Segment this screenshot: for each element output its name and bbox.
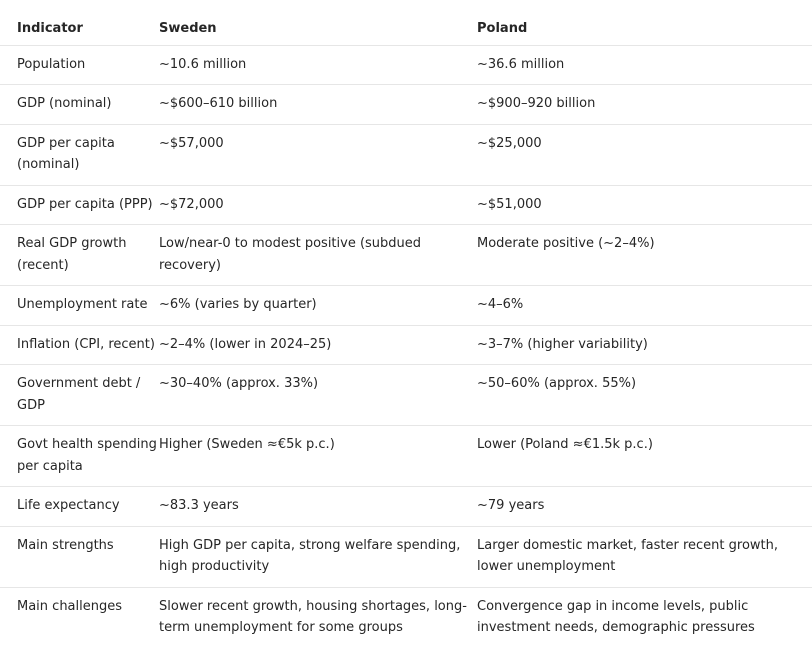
sweden-cell: ~$57,000 [159, 124, 477, 185]
table-row [0, 426, 812, 487]
sweden-cell: Low/near-0 to modest positive (subdued recovery) [159, 225, 477, 286]
poland-cell: ~50–60% (approx. 55%) [477, 365, 812, 426]
table-body [0, 45, 812, 648]
indicator-cell: GDP (nominal) [0, 85, 159, 125]
sweden-cell: ~83.3 years [159, 487, 477, 527]
sweden-cell: ~$72,000 [159, 185, 477, 225]
poland-cell: ~$900–920 billion [477, 85, 812, 125]
table-row [0, 185, 812, 225]
table-row [0, 526, 812, 587]
poland-cell: ~79 years [477, 487, 812, 527]
indicator-cell: Government debt / GDP [0, 365, 159, 426]
indicator-cell: Inflation (CPI, recent) [0, 325, 159, 365]
sweden-cell: High GDP per capita, strong welfare spending, high productivity [159, 526, 477, 587]
sweden-cell: Higher (Sweden ≈€5k p.c.) [159, 426, 477, 487]
sweden-cell: Slower recent growth, housing shortages, long-term unemployment for some groups [159, 598, 467, 635]
poland-cell: Convergence gap in income levels, public investment needs, demographic pressures [477, 598, 755, 635]
table-row [0, 85, 812, 125]
header-indicator: Indicator [0, 0, 159, 45]
indicator-cell: Real GDP growth (recent) [0, 225, 159, 286]
poland-cell: ~3–7% (higher variability) [477, 325, 812, 365]
poland-cell: ~$51,000 [477, 185, 812, 225]
sweden-cell: ~6% (varies by quarter) [159, 286, 477, 326]
poland-cell: Lower (Poland ≈€1.5k p.c.) [477, 426, 812, 487]
table-row [0, 286, 812, 326]
table-row [0, 587, 812, 648]
table-row [0, 45, 812, 85]
indicator-cell: GDP per capita (nominal) [0, 124, 159, 185]
sweden-cell: ~$600–610 billion [159, 85, 477, 125]
table-row [0, 325, 812, 365]
header-sweden: Sweden [159, 0, 477, 45]
table-row [0, 124, 812, 185]
poland-cell: ~$25,000 [477, 124, 812, 185]
indicator-cell: Population [0, 45, 159, 85]
header-poland: Poland [477, 0, 812, 45]
table-header [0, 0, 812, 45]
poland-cell: Moderate positive (~2–4%) [477, 225, 812, 286]
indicator-cell: Main strengths [0, 526, 159, 587]
indicator-cell: Govt health spending per capita [0, 426, 159, 487]
sweden-cell: ~2–4% (lower in 2024–25) [159, 325, 477, 365]
sweden-cell: ~10.6 million [159, 45, 477, 85]
sweden-cell: ~30–40% (approx. 33%) [159, 365, 477, 426]
table-row [0, 365, 812, 426]
poland-cell: ~4–6% [477, 286, 812, 326]
poland-cell: Larger domestic market, faster recent growth, lower unemployment [477, 526, 812, 587]
indicator-cell: Life expectancy [0, 487, 159, 527]
poland-cell: ~36.6 million [477, 45, 812, 85]
indicator-cell: Main challenges [17, 598, 123, 614]
indicator-cell: Unemployment rate [0, 286, 159, 326]
table-row [0, 487, 812, 527]
header-row [0, 0, 812, 45]
indicator-cell: GDP per capita (PPP) [0, 185, 159, 225]
table-row [0, 225, 812, 286]
